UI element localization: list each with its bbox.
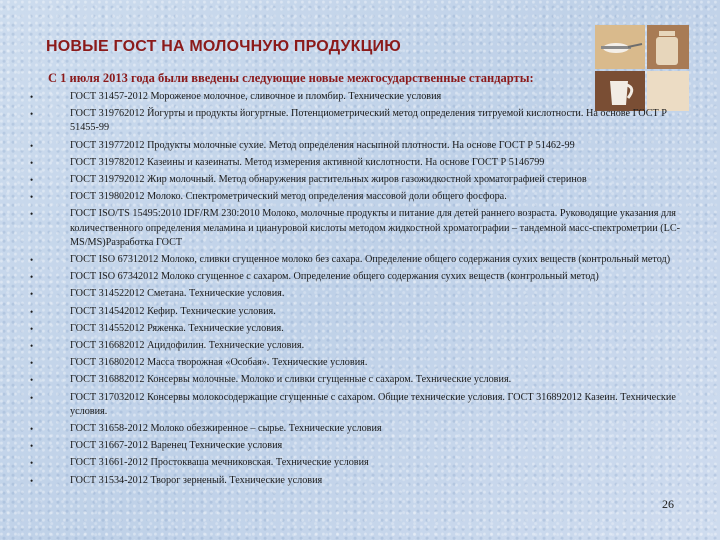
list-item: • ГОСТ ISO 67312012 Молоко, сливки сгущенное молоко без сахара. Определение общего содержания сухих веществ (контрольный метод) bbox=[30, 253, 686, 267]
list-item: • ГОСТ 319772012 Продукты молочные сухие. Метод определения насыпной плотности. На основе ГОСТ Р 51462-99 bbox=[30, 139, 686, 153]
list-item: • ГОСТ 31658-2012 Молоко обезжиренное – сырье. Технические условия bbox=[30, 422, 686, 436]
list-item: • ГОСТ 31661-2012 Простокваша мечниковская. Технические условия bbox=[30, 456, 686, 470]
list-item: • ГОСТ 314542012 Кефир. Технические условия. bbox=[30, 305, 686, 319]
list-item: • ГОСТ 319762012 Йогурты и продукты йогуртные. Потенциометрический метод определения титруемой кислотности. На основе ГОСТ Р 51455-99 bbox=[30, 107, 686, 135]
standards-list bbox=[30, 90, 686, 491]
list-item: • ГОСТ 316882012 Консервы молочные. Молоко и сливки сгущенные с сахаром. Технические условия. bbox=[30, 373, 686, 387]
intro-text: С 1 июля 2013 года были введены следующие новые межгосударственные стандарты: bbox=[48, 71, 534, 85]
list-item: • ГОСТ 316802012 Масса творожная «Особая». Технические условия. bbox=[30, 356, 686, 370]
list-item: • ГОСТ 319802012 Молоко. Спектрометрический метод определения массовой доли общего фосфора. bbox=[30, 190, 686, 204]
list-item: • ГОСТ 316682012 Ацидофилин. Технические условия. bbox=[30, 339, 686, 353]
list-item: • ГОСТ 31457-2012 Мороженое молочное, сливочное и пломбир. Технические условия bbox=[30, 90, 686, 104]
list-item: • ГОСТ 31534-2012 Творог зерненый. Технические условия bbox=[30, 474, 686, 488]
list-item: • ГОСТ 31667-2012 Варенец Технические условия bbox=[30, 439, 686, 453]
slide-number: 26 bbox=[662, 497, 674, 511]
list-item: • ГОСТ 314522012 Сметана. Технические условия. bbox=[30, 287, 686, 301]
jar-icon bbox=[647, 25, 689, 69]
list-item: • ГОСТ 319782012 Казеины и казеинаты. Метод измерения активной кислотности. На основе ГОСТ Р 5146799 bbox=[30, 156, 686, 170]
list-item: • ГОСТ 314552012 Ряженка. Технические условия. bbox=[30, 322, 686, 336]
list-item: • ГОСТ ISO 67342012 Молоко сгущенное с сахаром. Определение общего содержания сухих веществ (контрольный метод) bbox=[30, 270, 686, 284]
list-item: • ГОСТ 319792012 Жир молочный. Метод обнаружения растительных жиров газожидкостной хроматографией стеринов bbox=[30, 173, 686, 187]
list-item: • ГОСТ 317032012 Консервы молокосодержащие сгущенные с сахаром. Общие технические условия. ГОСТ 316892012 Казеин. Технические условия. bbox=[30, 391, 686, 419]
slide-title: НОВЫЕ ГОСТ НА МОЛОЧНУЮ ПРОДУКЦИЮ bbox=[46, 38, 401, 55]
pan-icon bbox=[595, 25, 645, 69]
list-item: • ГОСТ ISO/TS 15495:2010 IDF/RM 230:2010 Молоко, молочные продукты и питание для детей раннего возраста. Руководящие указания для количественного определения меламина и циануровой кислоты методом жидкостной хроматографии – тандемной масс-спектрометрии (LC-MS/MS)Разработка ГОСТ bbox=[30, 207, 686, 250]
